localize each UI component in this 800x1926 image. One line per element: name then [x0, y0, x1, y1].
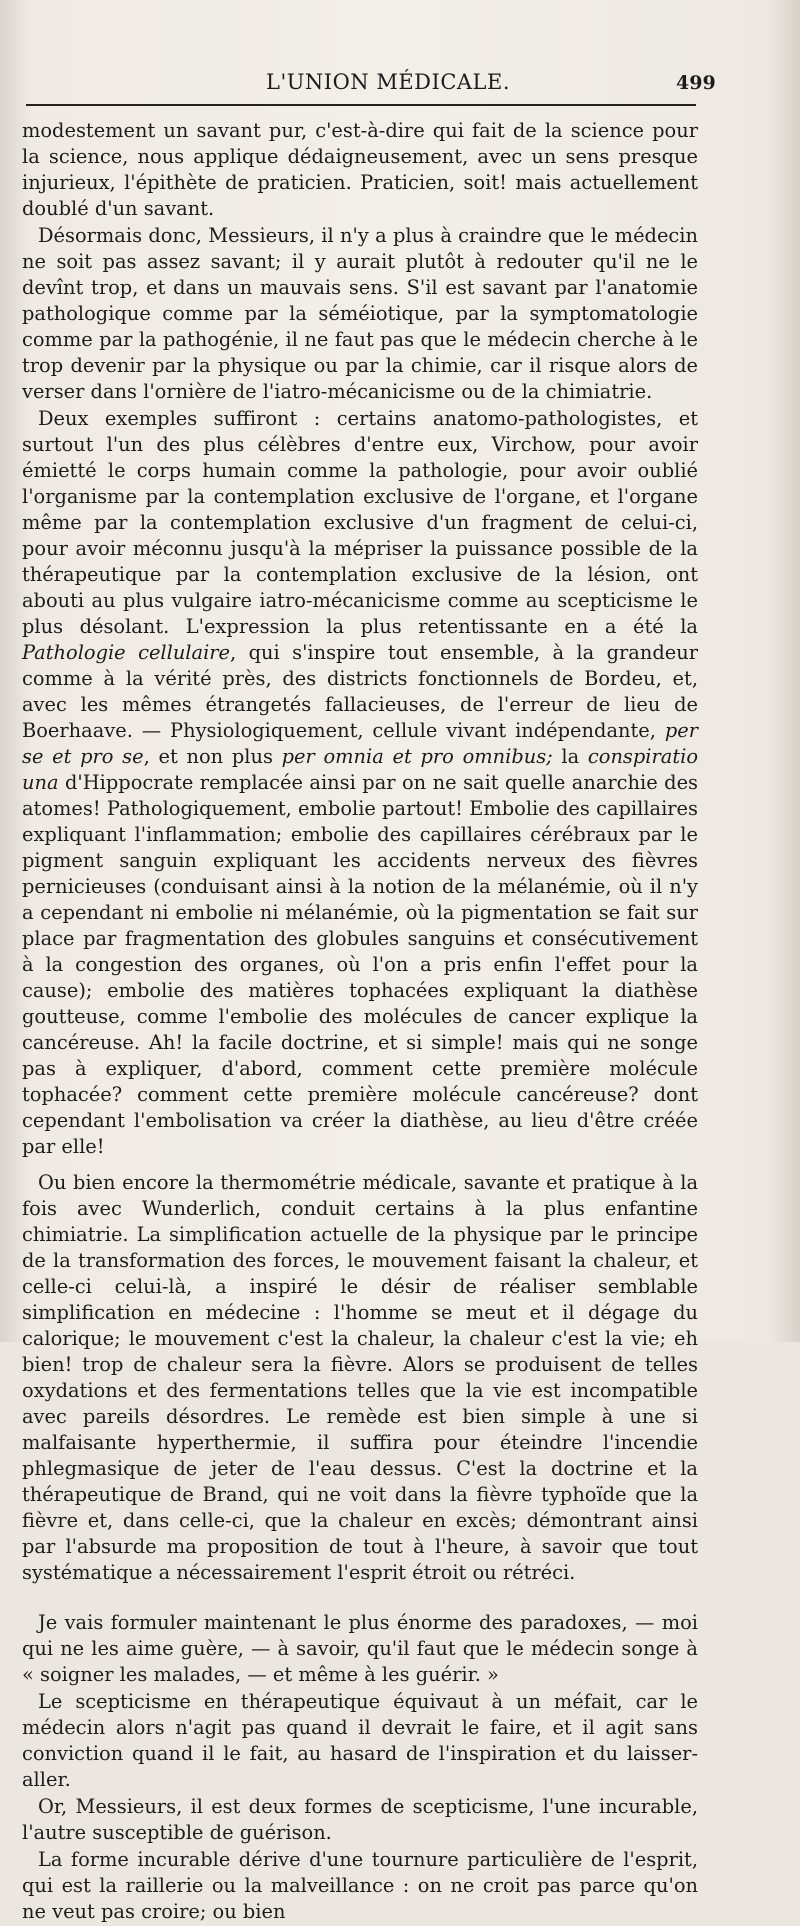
italic-term: conspiratio una [22, 745, 698, 794]
paragraph-continuation: modestement un savant pur, c'est-à-dire qui fait de la science pour la science, nous applique dédaigneusement, avec un sens presque injurieux, l'épithète de praticien. Praticien, soit! mais actuellement doublé d'un savant. [22, 119, 698, 220]
paragraph: Désormais donc, Messieurs, il n'y a plus à craindre que le médecin ne soit pas assez savant; il y aurait plutôt à redouter qu'il ne le devînt trop, et dans un mauvais sens. S'il est savant par l'anatomie pathologique comme par la séméiotique, par la symptomatologie comme par la pathogénie, il ne faut pas que le médecin cherche à le trop devenir par la physique ou par la chimie, car il risque alors de verser dans l'ornière de l'iatro-mécanicisme ou de la chimiatrie. [22, 224, 698, 403]
italic-term: per se et pro se [22, 719, 698, 768]
paragraph: Ou bien encore la thermométrie médicale, savante et pratique à la fois avec Wunderlich, conduit certains à la plus enfantine chimiatrie. La simplification actuelle de la physique par le principe de la transformation des forces, le mouvement faisant la chaleur, et celle-ci celui-là, a inspiré le désir de réaliser semblable simplification en médecine : l'homme se meut et il dégage du calorique; le mouvement c'est la chaleur, la chaleur c'est la vie; eh bien! trop de chaleur sera la fièvre. Alors se produisent de telles oxydations et des fermentations telles que la vie est incompatible avec pareils désordres. Le remède est bien simple à une si malfaisante hyperthermie, il suffira pour éteindre l'incendie phlegmasique de jeter de l'eau dessus. C'est la doctrine et la thérapeutique de Brand, qui ne voit dans la fièvre typhoïde que la fièvre et, dans celle-ci, que la chaleur en excès; démontrant ainsi par l'absurde ma proposition de tout à l'heure, à savoir que tout systématique a nécessairement l'esprit étroit ou rétréci. [22, 1171, 698, 1584]
paragraph: Le scepticisme en thérapeutique équivaut à un méfait, car le médecin alors n'agit pas quand il devrait le faire, et il agit sans conviction quand il le fait, au hasard de l'inspiration et du laisser-aller. [22, 1690, 698, 1791]
running-title: L'UNION MÉDICALE. [266, 70, 511, 94]
paragraph: Je vais formuler maintenant le plus énorme des paradoxes, — moi qui ne les aime guère, — à savoir, qu'il faut que le médecin songe à « soigner les malades, — et même à les guérir. » [22, 1611, 698, 1686]
paragraph-text: , qui s'inspire tout ensemble, à la grandeur comme à la vérité près, des districts fonctionnels de Bordeu, et, avec les mêmes étrangetés fallacieuses, de l'erreur de lieu de Boerhaave. — Physiologiquement, cellule vivant indépendante, [22, 641, 698, 742]
italic-term: Pathologie cellulaire [22, 641, 231, 664]
paragraph-text: , et non plus [143, 745, 273, 768]
header-rule [26, 104, 696, 106]
paragraph-virchow [22, 406, 698, 1160]
paragraph: Or, Messieurs, il est deux formes de scepticisme, l'une incurable, l'autre susceptible de guérison. [22, 1795, 698, 1844]
paragraph-text: la [552, 745, 580, 768]
page-number: 499 [676, 72, 716, 94]
paragraph-text: d'Hippocrate remplacée ainsi par on ne sait quelle anarchie des atomes! Pathologiquement, embolie partout! Embolie des capillaires expliquant l'inflammation; embolie des capillaires cérébraux par le pigment sanguin expliquant les accidents nerveux des fièvres pernicieuses (conduisant ainsi à la notion de la mélanémie, où il n'y a cependant ni embolie ni mélanémie, où la pigmentation se fait sur place par fragmentation des globules sanguins et consécutivement à la congestion des organes, où l'on a pris enfin l'effet pour la cause); embolie des matières tophacées expliquant la diathèse goutteuse, comme l'embolie des molécules de cancer explique la cancéreuse. Ah! la facile doctrine, et si simple! mais qui ne songe pas à expliquer, d'abord, comment cette première molécule tophacée? comment cette première molécule cancéreuse? dont cependant l'embolisation va créer la diathèse, au lieu d'être créée par elle! [22, 771, 698, 1158]
body-text [22, 118, 698, 1926]
italic-term: per omnia et pro omnibus; [281, 745, 553, 768]
paragraph: La forme incurable dérive d'une tournure particulière de l'esprit, qui est la raillerie ou la malveillance : on ne croit pas parce qu'on ne veut pas croire; ou bien [22, 1848, 698, 1923]
page-header [26, 62, 716, 102]
paragraph-text: Deux exemples suffiront : certains anatomo-pathologistes, et surtout l'un des plus célèbres d'entre eux, Virchow, pour avoir émietté le corps humain comme la pathologie, pour avoir oublié l'organisme par la contemplation exclusive de l'organe, et l'organe même par la contemplation exclusive d'un fragment de celui-ci, pour avoir méconnu jusqu'à la mépriser la puissance possible de la thérapeutique par la contemplation exclusive de la lésion, ont abouti au plus vulgaire iatro-mécanicisme comme au scepticisme le plus désolant. L'expression la plus retentissante en a été la [22, 407, 698, 638]
